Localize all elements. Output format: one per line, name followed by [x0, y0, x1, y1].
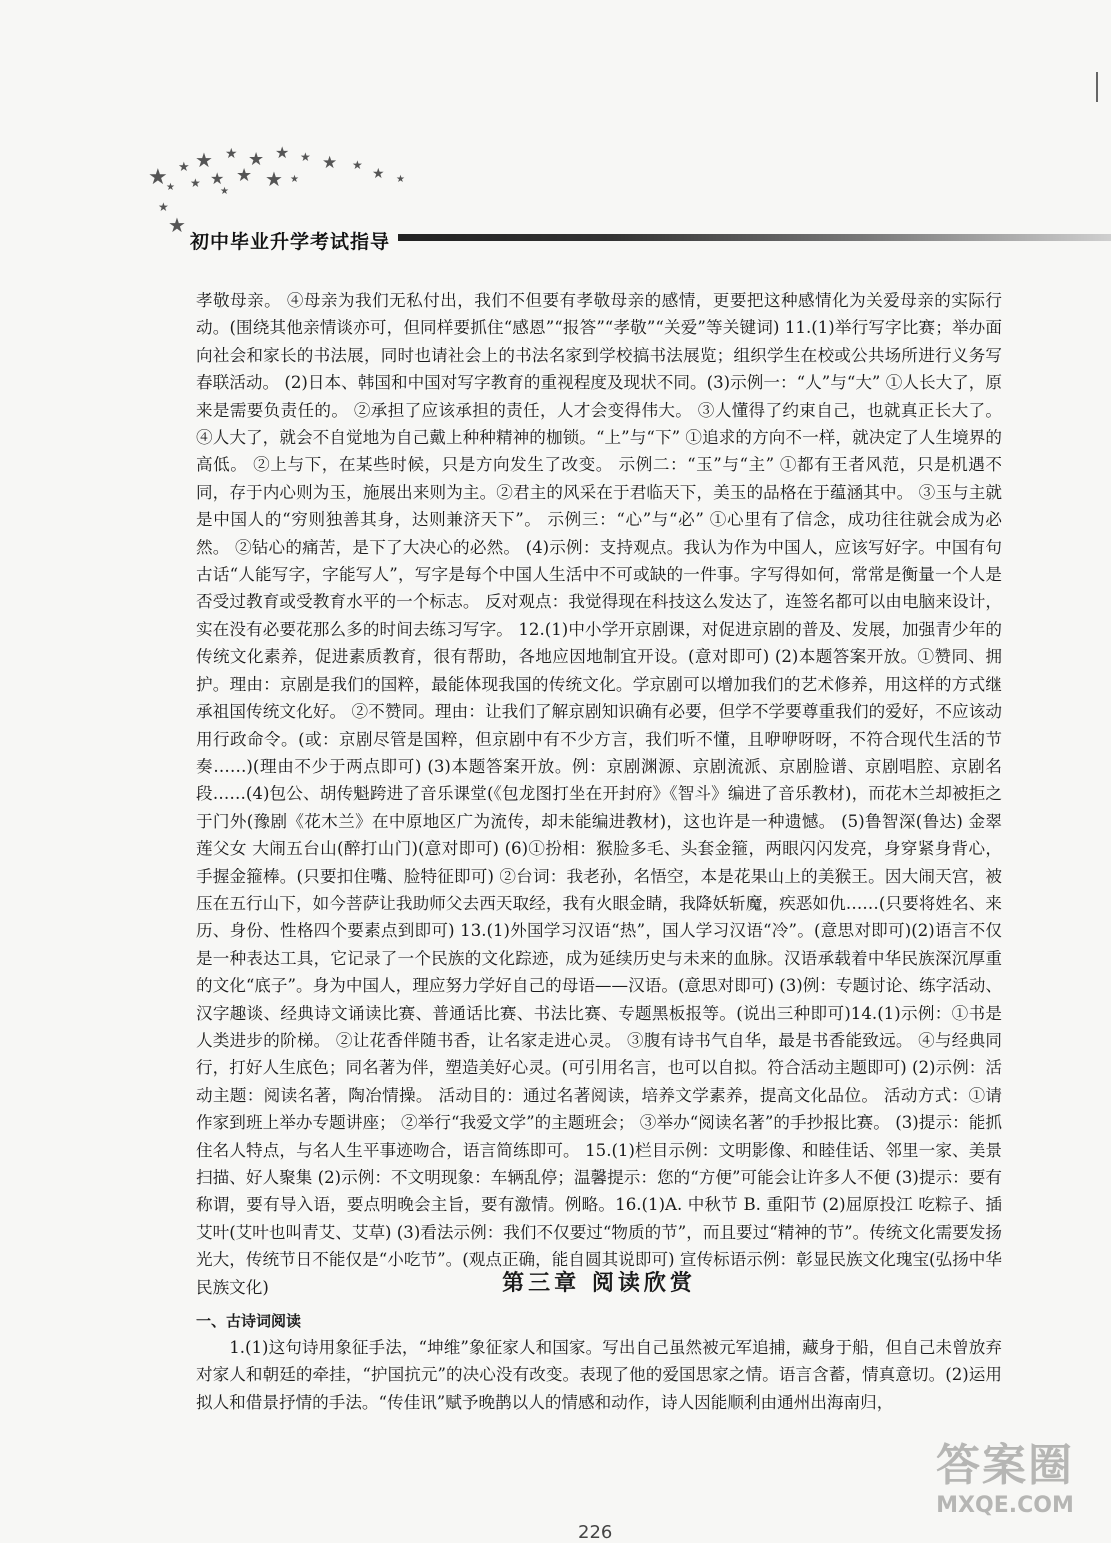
answer-paragraph: 孝敬母亲。 ④母亲为我们无私付出，我们不但要有孝敬母亲的感情，更要把这种感情化为关爱母亲的实际行动。(围绕其他亲情谈亦可，但同样要抓住“感恩”“报答”“孝敬”“关爱”等关键词) 11.(1)举行写字比赛；举办面向社会和家长的书法展，同时也请社会上的书法名家到学校搞书法展览；组织学生在校或公共场所进行义务写春联活动。 (2)日本、韩国和中国对写字教育的重视程度及现状不同。(3)示例一：“人”与“大” ①人长大了，原来是需要负责任的。 ②承担了应该承担的责任，人才会变得伟大。 ③人懂得了约束自己，也就真正长大了。 ④人大了，就会不自觉地为自己戴上种种精神的枷锁。“上”与“下” ①追求的方向不一样，就决定了人生境界的高低。 ②上与下，在某些时候，只是方向发生了改变。 示例二：“玉”与“主” ①都有王者风范，只是机遇不同，存于内心则为玉，施展出来则为主。②君主的风采在于君临天下，美玉的品格在于蕴涵其中。 ③玉与主就是中国人的“穷则独善其身，达则兼济天下”。 示例三：“心”与“必” ①心里有了信念，成功往往就会成为必然。 ②钻心的痛苦，是下了大决心的必然。 (4)示例：支持观点。我认为作为中国人，应该写好字。中国有句古话“人能写字，字能写人”，写字是每个中国人生活中不可或缺的一件事。字写得如何，常常是衡量一个人是否受过教育或受教育水平的一个标志。 反对观点：我觉得现在科技这么发达了，连签名都可以由电脑来设计，实在没有必要花那么多的时间去练习写字。 12.(1)中小学开京剧课，对促进京剧的普及、发展，加强青少年的传统文化素养，促进素质教育，很有帮助，各地应因地制宜开设。(意对即可) (2)本题答案开放。①赞同、拥护。理由：京剧是我们的国粹，最能体现我国的传统文化。学京剧可以增加我们的艺术修养，用这样的方式继承祖国传统文化好。 ②不赞同。理由：让我们了解京剧知识确有必要，但学不学要尊重我们的爱好，不应该动用行政命令。(或：京剧尽管是国粹，但京剧中有不少方言，我们听不懂，且咿咿呀呀，不符合现代生活的节奏……)(理由不少于两点即可) (3)本题答案开放。例：京剧渊源、京剧流派、京剧脸谱、京剧唱腔、京剧名段……(4)包公、胡传魁跨进了音乐课堂(《包龙图打坐在开封府》《智斗》编进了音乐教材)，而花木兰却被拒之于门外(豫剧《花木兰》在中原地区广为流传，却未能编进教材)，这也许是一种遗憾。 (5)鲁智深(鲁达) 金翠莲父女 大闹五台山(醉打山门)(意对即可) (6)①扮相：猴脸多毛、头套金箍，两眼闪闪发亮，身穿紧身背心，手握金箍棒。(只要扣住嘴、脸特征即可) ②台词：我老孙，名悟空，本是花果山上的美猴王。因大闹天宫，被压在五行山下，如今菩萨让我助师父去西天取经，我有火眼金睛，我降妖斩魔，疾恶如仇……(只要将姓名、来历、身份、性格四个要素点到即可) 13.(1)外国学习汉语“热”，国人学习汉语“冷”。(意思对即可)(2)语言不仅是一种表达工具，它记录了一个民族的文化踪迹，成为延续历史与未来的血脉。汉语承载着中华民族深沉厚重的文化“底子”。身为中国人，理应努力学好自己的母语——汉语。(意思对即可) (3)例：专题讨论、练字活动、汉字趣谈、经典诗文诵读比赛、普通话比赛、书法比赛、专题黑板报等。(说出三种即可)14.(1)示例：①书是人类进步的阶梯。 ②让花香伴随书香，让名家走进心灵。 ③腹有诗书气自华，最是书香能致远。 ④与经典同行，打好人生底色；同名著为伴，塑造美好心灵。(可引用名言，也可以自拟。符合活动主题即可) (2)示例：活动主题：阅读名著，陶冶情操。 活动目的：通过名著阅读，培养文学素养，提高文化品位。 活动方式：①请作家到班上举办专题讲座； ②举行“我爱文学”的主题班会； ③举办“阅读名著”的手抄报比赛。 (3)提示：能抓住名人特点，与名人生平事迹吻合，语言简练即可。 15.(1)栏目示例：文明影像、和睦佳话、邻里一家、美景扫描、好人聚集 (2)示例：不文明现象：车辆乱停；温馨提示：您的“方便”可能会让许多人不便 (3)提示：要有称谓，要有导入语，要点明晚会主旨，要有激情。例略。16.(1)A. 中秋节 B. 重阳节 (2)屈原投江 吃粽子、插艾叶(艾叶也叫青艾、艾草) (3)看法示例：我们不仅要过“物质的节”，而且要过“精神的节”。传统文化需要发扬光大，传统节日不能仅是“小吃节”。(观点正确，能自圆其说即可) 宣传标语示例：彰显民族文化瑰宝(弘扬中华民族文化)	[196, 291, 1002, 1297]
watermark-text: 答案圈	[936, 1440, 1074, 1491]
header-bar	[398, 234, 1111, 241]
section-title: 一、古诗词阅读	[196, 1312, 302, 1330]
chapter-title: 第三章 阅读欣赏	[502, 1271, 696, 1296]
answer-body	[196, 287, 1002, 1301]
header-title: 初中毕业升学考试指导	[190, 231, 391, 253]
watermark-logo	[905, 1440, 1105, 1535]
section-paragraph: 1.(1)这句诗用象征手法，“坤维”象征家人和国家。写出自己虽然被元军追捕，藏身于船，但自己未曾放弃对家人和朝廷的牵挂，“护国抗元”的决心没有改变。表现了他的爱国思家之情。语言含蓄，情真意切。(2)运用拟人和借景抒情的手法。“传佳讯”赋予晚鹊以人的情感和动作，诗人因能顺利由通州出海南归，	[196, 1338, 1002, 1412]
edge-mark	[1096, 72, 1098, 102]
section-body	[196, 1334, 1002, 1416]
watermark-url: MXQE.COM	[936, 1493, 1074, 1518]
page-number: 226	[578, 1522, 613, 1543]
star-decoration: ★ ★ ★ ★ ★ ★ ★ ★ ★ ★ ★ ★ ★ ★ ★ ★ ★ ★ ★ ★	[148, 143, 405, 237]
